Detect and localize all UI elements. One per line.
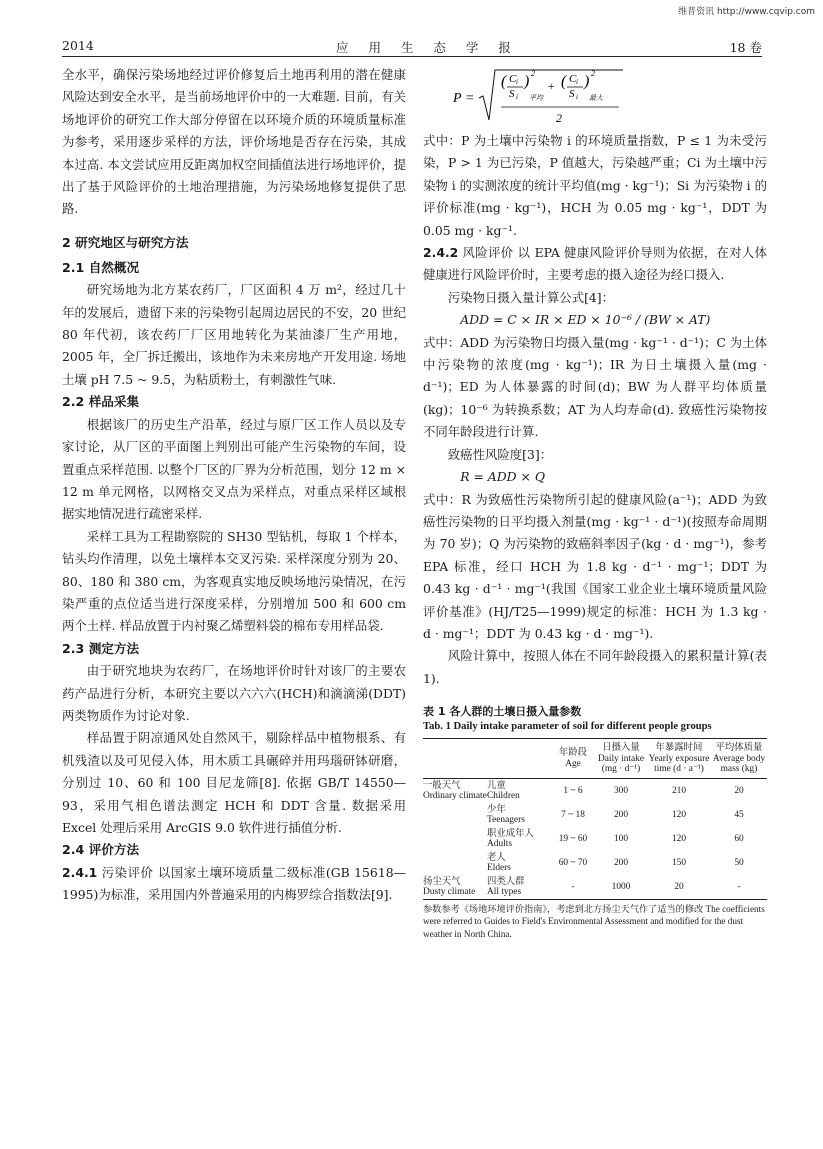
paragraph-add-intro: 污染物日摄入量计算公式[4]： xyxy=(447,289,615,305)
svg-text:S: S xyxy=(569,88,575,100)
table-cell-intake: 200 xyxy=(613,857,629,868)
svg-text:i: i xyxy=(576,93,578,101)
table-cell-age: 60 ~ 70 xyxy=(558,857,588,868)
table-cell-time: 150 xyxy=(671,857,687,868)
table-cell-age: - xyxy=(571,881,575,892)
section-number-2-4-2: 2.4.2 xyxy=(423,245,459,261)
table-caption-cn: 表 1 各人群的土壤日摄入量参数 xyxy=(423,705,582,719)
table-cell-intake: 100 xyxy=(613,833,629,844)
watermark: 维普资讯 http://www.cqvip.com xyxy=(678,7,815,17)
table-row xyxy=(423,851,767,875)
intake-parameter-table xyxy=(423,738,767,900)
table-row xyxy=(423,875,767,900)
table-row xyxy=(423,778,767,803)
right-column xyxy=(423,64,767,940)
svg-text:i: i xyxy=(516,93,518,101)
svg-text:i: i xyxy=(576,78,578,86)
table-cell-group: 少年 Teenagers xyxy=(487,804,525,825)
table-cell-age: 1 ~ 6 xyxy=(563,785,583,796)
section-heading-2: 2 研究地区与研究方法 xyxy=(62,234,189,250)
paragraph-2-3b: 样品置于阴凉通风处自然风干，剔除样品中植物根系、有机残渣以及可见侵入体，用木质工具碾碎并用玛瑙研钵研磨，分别过 10、60 和 100 目尼龙筛[8]. 依据 GB/T 14550—93，采用气相色谱法测定 HCH 和 DDT 含量. 数据采用 Excel 处理后采用 ArcGIS 9.0 软件进行插值分析. xyxy=(62,730,406,835)
table-cell-intake: 1000 xyxy=(611,881,631,892)
table-cell-group: 职业成年人 Adults xyxy=(487,828,534,849)
section-heading-2-2: 2.2 样品采集 xyxy=(62,394,140,410)
table-cell-age: 19 ~ 60 xyxy=(558,833,588,844)
paragraph-risk-intro: 致癌性风险度[3]： xyxy=(447,446,553,462)
table-cell-mass: 45 xyxy=(734,809,744,820)
paragraph-add-def: 式中：ADD 为污染物日均摄入量(mg · kg⁻¹ · d⁻¹)；C 为土体中污染物的浓度(mg · kg⁻¹)；IR 为日土壤摄入量(mg · d⁻¹)；ED 为人体暴露的时间(d)；BW 为人群平均体质量(kg)；10⁻⁶ 为转换系数；AT 为人均寿命(d). 致癌性污染物按不同年龄段进行计算. xyxy=(423,334,767,440)
svg-text:=: = xyxy=(465,91,475,106)
svg-text:(: ( xyxy=(501,73,507,90)
table-caption-en: Tab. 1 Daily intake parameter of soil for different people groups xyxy=(423,721,712,733)
table-header-time: 年暴露时间 Yearly exposure time (d · a⁻¹) xyxy=(648,743,710,775)
table-cell-time: 120 xyxy=(671,809,687,820)
svg-text:2: 2 xyxy=(531,69,535,78)
svg-text:平均: 平均 xyxy=(529,94,543,102)
section-number-2-4-1: 2.4.1 xyxy=(62,864,98,880)
left-column xyxy=(62,64,406,907)
header-year: 2014 xyxy=(62,38,94,53)
paragraph-2-1: 研究场地为北方某农药厂，厂区面积 4 万 m²，经过几十年的发展后，遗留下来的污染物引起周边居民的不安，20 世纪 80 年代初，该农药厂厂区用地转化为某油漆厂生产用地，2005 年，全厂拆迁搬出，该地作为未来房地产开发用途. 场地土壤 pH 7.5 ~ 9.5，为粘质粉土，有刺激性气味. xyxy=(62,282,406,387)
section-heading-2-3: 2.3 测定方法 xyxy=(62,640,140,656)
table-cell-mass: - xyxy=(737,881,741,892)
table-header-intake: 日摄入量 Daily intake (mg · d⁻¹) xyxy=(597,743,645,775)
table-row xyxy=(423,803,767,827)
running-header xyxy=(62,38,762,57)
header-journal: 应 用 生 态 学 报 xyxy=(336,40,519,55)
paragraph-2-3a: 由于研究地块为农药厂，在场地评价时针对该厂的主要农药产品进行分析，本研究主要以六六六(HCH)和滴滴涕(DDT)两类物质作为讨论对象. xyxy=(62,663,406,723)
paragraph-nemerow-def: 式中：P 为土壤中污染物 i 的环境质量指数，P ≤ 1 为未受污染，P > 1 为已污染，P 值越大，污染越严重；Ci 为土壤中污染物 i 的实测浓度的统计平均值(mg · kg⁻¹)；Si 为污染物 i 的评价标准(mg · kg⁻¹)，HCH 为 0.05 mg · kg⁻¹，DDT 为 0.05 mg · kg⁻¹. xyxy=(423,133,767,238)
table-cell-intake: 300 xyxy=(613,785,629,796)
paragraph-risk-def: 式中：R 为致癌性污染物所引起的健康风险(a⁻¹)；ADD 为致癌性污染物的日平均摄入剂量(mg · kg⁻¹ · d⁻¹)(按照寿命周期为 70 岁)；Q 为污染物的致癌斜率因子(kg · d · mg⁻¹)，参考 EPA 标准，经口 HCH 为 1.8 kg · d⁻¹ · mg⁻¹；DDT 为 0.43 kg · d⁻¹ · mg⁻¹(我国《国家工业企业土壤环境质量风险评价基准》(HJ/T25—1999)规定的标准：HCH 为 1.3 kg · d · mg⁻¹；DDT 为 0.43 kg · d · mg⁻¹). xyxy=(423,491,767,641)
formula-risk: R = ADD × Q xyxy=(460,469,546,485)
table-cell-group: 一般天气 Ordinary climate 儿童 Children xyxy=(423,780,520,801)
svg-text:最大: 最大 xyxy=(589,94,603,102)
table-header-mass: 平均体质量 Average body mass (kg) xyxy=(712,743,766,775)
paragraph-risk-calc: 风险计算中，按照人体在不同年龄段摄入的累积量计算(表 1). xyxy=(423,648,767,686)
paragraph-2-4-2: 2.4.2 风险评价 以 EPA 健康风险评价导则为依据，在对人体健康进行风险评价时，主要考虑的摄入途径为经口摄入. xyxy=(423,245,767,283)
svg-text:P: P xyxy=(453,91,462,106)
nemerow-formula-graphic xyxy=(423,64,767,130)
svg-text:2: 2 xyxy=(556,111,562,125)
svg-text:): ) xyxy=(584,73,590,90)
formula-add: ADD = C × IR × ED × 10⁻⁶ / (BW × AT) xyxy=(460,312,711,328)
table-cell-time: 120 xyxy=(671,833,687,844)
svg-text:2: 2 xyxy=(591,69,595,78)
svg-text:i: i xyxy=(516,78,518,86)
svg-text:(: ( xyxy=(561,73,567,90)
svg-text:C: C xyxy=(569,73,577,85)
formula-nemerow xyxy=(423,64,767,130)
table-cell-mass: 60 xyxy=(734,833,744,844)
table-row xyxy=(423,827,767,851)
table-cell-time: 20 xyxy=(674,881,684,892)
svg-text:C: C xyxy=(509,73,517,85)
table-cell-intake: 200 xyxy=(613,809,629,820)
table-cell-mass: 20 xyxy=(734,785,744,796)
header-volume: 18 卷 xyxy=(729,40,762,55)
paragraph-2-2b: 采样工具为工程勘察院的 SH30 型钻机，每取 1 个样本，钻头均作清理，以免土壤样本交叉污染. 采样深度分别为 20、80、180 和 380 cm，为客观真实地反映场地污染情况，在污染严重的点位适当进行深度采样，分别增加 500 和 600 cm 两个土样. 样品放置于内衬聚乙烯塑料袋的棉布专用样品袋. xyxy=(62,528,406,634)
section-heading-2-1: 2.1 自然概况 xyxy=(62,259,140,275)
table-cell-age: 7 ~ 18 xyxy=(561,809,585,820)
table-cell-time: 210 xyxy=(671,785,687,796)
table-cell-group: 老人 Elders xyxy=(487,852,511,873)
table-header-age: 年龄段 Age xyxy=(558,748,588,769)
table-header-group xyxy=(423,739,551,779)
svg-text:): ) xyxy=(524,73,530,90)
paragraph-2-4-1: 2.4.1 污染评价 以国家土壤环境质量二级标准(GB 15618—1995)为标准，采用国内外普遍采用的内梅罗综合指数法[9]. xyxy=(62,864,406,903)
paragraph-2-2a: 根据该厂的历史生产沿革，经过与原厂区工作人员以及专家讨论，从厂区的平面图上判别出可能产生污染物的车间，设置重点采样范围. 以整个厂区的厂界为分析范围，划分 12 m × 12 m 单元网格，以网格交叉点为采样点，对重点采样区域根据实地情况进行疏密采样. xyxy=(62,416,406,522)
svg-text:S: S xyxy=(509,88,515,100)
section-heading-2-4: 2.4 评价方法 xyxy=(62,842,140,858)
table-cell-mass: 50 xyxy=(734,857,744,868)
table-cell-group: 扬尘天气 Dusty climate 四类人群 All types xyxy=(423,876,525,897)
table-note: 参数参考《场地环境评价指南》，考虑到北方扬尘天气作了适当的修改 The coefficients were referred to Guides to Field's Environmental Assessment and modified for the dust weather in North China. xyxy=(423,903,765,939)
paragraph-intro-end: 全水平，确保污染场地经过评价修复后土地再利用的潜在健康风险达到安全水平，是当前场地评价中的一大难题. 目前，有关场地评价的研究工作大部分停留在以环境介质的环境质量标准为参考，采用逐步采样的方法，评价场地是否存在污染，其成本过高. 本文尝试应用反距离加权空间插值法进行场地评价，提出了基于风险评价的土地治理措施，为污染场地修复提供了思路. xyxy=(62,67,406,217)
svg-text:+: + xyxy=(547,79,556,93)
table-header-row xyxy=(423,739,767,779)
